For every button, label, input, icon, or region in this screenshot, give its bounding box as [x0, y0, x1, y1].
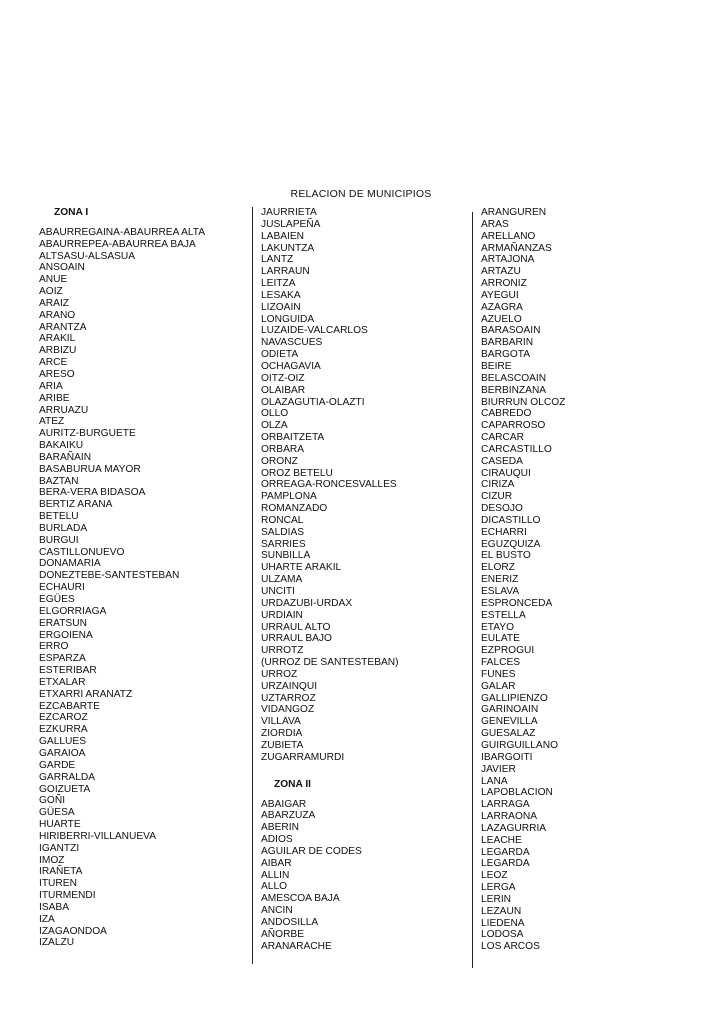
municipality-item: ABAURREGAINA-ABAURREA ALTA	[39, 226, 206, 238]
municipality-item: ARANGUREN	[481, 207, 547, 218]
municipality-item: GOIZUETA	[39, 783, 91, 795]
municipality-item: LARRAUN	[261, 266, 310, 278]
column-1	[39, 207, 205, 949]
municipality-item: ORBAITZETA	[261, 432, 325, 444]
municipality-item: GARRALDA	[39, 771, 96, 783]
municipality-item: AYEGUI	[481, 289, 519, 301]
municipality-item: FUNES	[481, 668, 516, 680]
municipality-item: ARTAZU	[481, 266, 521, 278]
municipality-item: EULATE	[481, 633, 520, 645]
municipality-item: UZTARROZ	[261, 692, 316, 704]
municipality-item: LANA	[481, 775, 508, 787]
municipality-item: DICASTILLO	[481, 514, 541, 526]
zone-2-heading: ZONA II	[274, 778, 311, 790]
municipality-item: IZA	[39, 913, 55, 925]
municipality-item: ARTAJONA	[481, 254, 535, 266]
municipality-item: DONEZTEBE-SANTESTEBAN	[39, 570, 180, 582]
municipality-item: ARANO	[39, 309, 76, 321]
municipality-item: IZALZU	[39, 937, 75, 949]
municipality-item: BARAÑAIN	[39, 451, 92, 463]
municipality-item: ALTSASU-ALSASUA	[39, 250, 136, 262]
municipality-item: IBARGOITI	[481, 751, 533, 763]
municipality-item: ARESO	[39, 368, 75, 380]
municipality-item: LERIN	[481, 893, 512, 905]
municipality-item: ECHARRI	[481, 526, 527, 538]
municipality-item: URRAUL ALTO	[261, 621, 331, 633]
municipality-item: OCHAGAVIA	[261, 360, 321, 372]
municipality-item: GARINOAIN	[481, 704, 539, 716]
municipality-item: ERATSUN	[39, 617, 87, 629]
municipality-item: ARRUAZU	[39, 404, 89, 416]
municipality-item: EZKURRA	[39, 724, 88, 736]
municipality-item: ENERIZ	[481, 574, 519, 586]
municipality-item: ARBIZU	[39, 345, 77, 357]
municipality-item: ARMAÑANZAS	[481, 242, 552, 254]
municipality-item: ARAIZ	[39, 297, 70, 309]
municipality-item: JUSLAPEÑA	[261, 218, 321, 230]
municipality-item: LODOSA	[481, 929, 524, 941]
municipality-item: (URROZ DE SANTESTEBAN)	[261, 657, 399, 669]
municipality-item: IZAGAONDOA	[39, 925, 107, 937]
municipality-item: BARGOTA	[481, 349, 531, 361]
municipality-item: BASABURUA MAYOR	[39, 463, 141, 475]
municipality-item: ROMANZADO	[261, 503, 328, 515]
municipality-item: BERBINZANA	[481, 384, 547, 396]
municipality-item: BURGUI	[39, 534, 79, 546]
municipality-item: JAURRIETA	[261, 207, 317, 218]
column-divider	[252, 207, 253, 964]
municipality-item: EGUZQUIZA	[481, 538, 541, 550]
municipality-item: VIDANGOZ	[261, 704, 315, 716]
municipality-item: AÑORBE	[261, 928, 305, 940]
column-3	[481, 207, 565, 953]
municipality-item: EZCABARTE	[39, 700, 100, 712]
municipality-item: LERGA	[481, 882, 516, 894]
municipality-item: ODIETA	[261, 349, 299, 361]
municipality-item: LANTZ	[261, 254, 294, 266]
municipality-item: LUZAIDE-VALCARLOS	[261, 325, 368, 337]
municipality-item: ESPRONCEDA	[481, 597, 553, 609]
municipality-item: UNCITI	[261, 586, 295, 597]
municipality-item: GALAR	[481, 680, 516, 692]
municipality-item: BERTIZ ARANA	[39, 499, 113, 511]
municipality-item: ESTERIBAR	[39, 665, 97, 677]
municipality-item: ABARZUZA	[261, 810, 316, 822]
municipality-item: ORREAGA-RONCESVALLES	[261, 479, 397, 491]
municipality-item: OITZ-OIZ	[261, 372, 305, 384]
municipality-item: LARRAGA	[481, 799, 530, 811]
municipality-item: LONGUIDA	[261, 313, 315, 325]
municipality-item: GALLUES	[39, 736, 86, 748]
municipality-item: BELASCOAIN	[481, 372, 547, 384]
municipality-item: OROZ BETELU	[261, 467, 333, 479]
municipality-item: CASEDA	[481, 455, 523, 467]
municipality-item: PAMPLONA	[261, 491, 317, 503]
municipality-item: ITURMENDI	[39, 890, 96, 902]
municipality-item: ALLIN	[261, 869, 290, 881]
municipality-item: URROZ	[261, 668, 298, 680]
municipality-item: CARCAR	[481, 432, 525, 444]
municipality-item: LABAIEN	[261, 230, 305, 242]
municipality-item: ORBARA	[261, 443, 305, 455]
municipality-item: LAKUNTZA	[261, 242, 315, 254]
municipality-item: ARIA	[39, 380, 63, 392]
municipality-item: GUESALAZ	[481, 728, 536, 740]
zone-2-list	[261, 799, 399, 953]
municipality-item: AGUILAR DE CODES	[261, 845, 362, 857]
municipality-item: ARAKIL	[39, 333, 76, 345]
municipality-item: ANUE	[39, 274, 68, 286]
municipality-item: CIZUR	[481, 491, 513, 503]
column-2	[261, 207, 399, 952]
municipality-item: ANSOAIN	[39, 262, 85, 274]
municipality-item: ESLAVA	[481, 586, 520, 597]
municipality-item: EZCAROZ	[39, 712, 88, 724]
municipality-item: BETELU	[39, 511, 79, 523]
municipality-item: DESOJO	[481, 503, 523, 515]
municipality-item: ULZAMA	[261, 574, 303, 586]
municipality-item: ARIBE	[39, 392, 70, 404]
municipality-item: ARRONIZ	[481, 278, 527, 290]
municipality-item: LEGARDA	[481, 846, 530, 858]
municipality-item: HUARTE	[39, 819, 81, 831]
zone-2-list-continued	[481, 207, 565, 953]
municipality-item: CASTILLONUEVO	[39, 546, 125, 558]
municipality-item: JAVIER	[481, 763, 516, 775]
municipality-item: ABERIN	[261, 822, 299, 834]
municipality-item: URROTZ	[261, 645, 304, 657]
municipality-item: ISABA	[39, 901, 70, 913]
municipality-item: ETAYO	[481, 621, 515, 633]
municipality-item: BARASOAIN	[481, 325, 541, 337]
municipality-item: GOÑI	[39, 795, 66, 807]
municipality-item: LIEDENA	[481, 917, 525, 929]
municipality-item: ETXARRI ARANATZ	[39, 688, 133, 700]
municipality-item: ELGORRIAGA	[39, 605, 107, 617]
municipality-item: DONAMARIA	[39, 558, 101, 570]
municipality-item: IRAÑETA	[39, 866, 83, 878]
municipality-item: SARRIES	[261, 538, 306, 550]
municipality-item: EL BUSTO	[481, 550, 531, 562]
municipality-item: AIBAR	[261, 857, 292, 869]
municipality-item: LEZAUN	[481, 905, 522, 917]
municipality-item: BAZTAN	[39, 475, 79, 487]
municipality-item: VILLAVA	[261, 716, 301, 728]
municipality-item: GENEVILLA	[481, 716, 538, 728]
municipality-item: ESTELLA	[481, 609, 526, 621]
municipality-item: GUIRGUILLANO	[481, 739, 558, 751]
municipality-item: HIRIBERRI-VILLANUEVA	[39, 830, 156, 842]
municipality-item: ANDOSILLA	[261, 916, 319, 928]
municipality-item: ARCE	[39, 357, 68, 369]
municipality-item: URDAZUBI-URDAX	[261, 597, 353, 609]
municipality-item: BAKAIKU	[39, 440, 84, 452]
municipality-item: ALLO	[261, 881, 288, 893]
municipality-item: CIRIZA	[481, 479, 515, 491]
municipality-item: NAVASCUES	[261, 337, 323, 349]
municipality-item: ARANTZA	[39, 321, 87, 333]
municipality-item: GARDE	[39, 759, 76, 771]
municipality-item: BARBARIN	[481, 337, 534, 349]
municipality-item: ARAS	[481, 218, 509, 230]
municipality-item: CABREDO	[481, 408, 532, 420]
municipality-item: LESAKA	[261, 289, 301, 301]
municipality-item: ELORZ	[481, 562, 515, 574]
municipality-item: FALCES	[481, 657, 521, 669]
municipality-item: CARCASTILLO	[481, 443, 552, 455]
municipality-item: ECHAURI	[39, 582, 85, 594]
municipality-item: ATEZ	[39, 416, 65, 428]
municipality-item: IGANTZI	[39, 842, 80, 854]
zone-1-list-continued	[261, 207, 399, 764]
municipality-item: ANCIN	[261, 905, 293, 917]
municipality-item: EZPROGUI	[481, 645, 535, 657]
municipality-item: RONCAL	[261, 514, 304, 526]
municipality-item: LEACHE	[481, 834, 522, 846]
municipality-item: LAPOBLACION	[481, 787, 553, 799]
municipality-item: BEIRE	[481, 360, 512, 372]
municipality-item: ARANARACHE	[261, 940, 332, 952]
zone-1-list	[39, 227, 205, 949]
municipality-item: AZAGRA	[481, 301, 523, 313]
municipality-item: LAZAGURRIA	[481, 822, 547, 834]
municipality-item: GÜESA	[39, 807, 75, 819]
municipality-item: AOIZ	[39, 286, 63, 298]
municipality-item: BIURRUN OLCOZ	[481, 396, 566, 408]
municipality-item: LOS ARCOS	[481, 941, 540, 953]
municipality-item: ERGOIENA	[39, 629, 93, 641]
municipality-item: UHARTE ARAKIL	[261, 562, 342, 574]
municipality-item: ARELLANO	[481, 230, 536, 242]
municipality-item: LEOZ	[481, 870, 508, 882]
municipality-item: LEGARDA	[481, 858, 530, 870]
municipality-item: ORONZ	[261, 455, 298, 467]
municipality-item: ESPARZA	[39, 653, 86, 665]
municipality-item: URDIAIN	[261, 609, 303, 621]
municipality-item: LARRAONA	[481, 811, 538, 823]
municipality-item: IMOZ	[39, 854, 65, 866]
column-divider	[472, 212, 473, 968]
municipality-item: ZUBIETA	[261, 739, 304, 751]
municipality-item: BERA-VERA BIDASOA	[39, 487, 146, 499]
municipality-item: ETXALAR	[39, 676, 86, 688]
municipality-item: SUNBILLA	[261, 550, 311, 562]
municipality-item: BURLADA	[39, 522, 88, 534]
page-title: RELACION DE MUNICIPIOS	[290, 188, 432, 200]
municipality-item: EGÜES	[39, 594, 75, 605]
municipality-item: AURITZ-BURGUETE	[39, 428, 136, 440]
municipality-item: ADIOS	[261, 834, 293, 846]
zone-1-heading: ZONA I	[54, 207, 89, 218]
municipality-item: SALDIAS	[261, 526, 305, 538]
municipality-item: CAPARROSO	[481, 420, 546, 432]
municipality-item: ITUREN	[39, 878, 77, 890]
municipality-item: URRAUL BAJO	[261, 633, 332, 645]
municipality-item: GARAIOA	[39, 747, 86, 759]
municipality-item: ZIORDIA	[261, 728, 303, 740]
municipality-item: AMESCOA BAJA	[261, 893, 340, 905]
municipality-item: AZUELO	[481, 313, 522, 325]
municipality-item: ERRO	[39, 641, 69, 653]
municipality-item: LEITZA	[261, 278, 296, 290]
municipality-item: ABAIGAR	[261, 798, 307, 810]
municipality-item: OLLO	[261, 408, 289, 420]
municipality-item: LIZOAIN	[261, 301, 301, 313]
municipality-item: OLZA	[261, 420, 288, 432]
municipality-item: CIRAUQUI	[481, 467, 531, 479]
municipality-item: OLAZAGUTIA-OLAZTI	[261, 396, 365, 408]
municipality-item: URZAINQUI	[261, 680, 318, 692]
municipality-item: ZUGARRAMURDI	[261, 751, 345, 763]
municipality-item: ABAURREPEA-ABAURREA BAJA	[39, 238, 196, 250]
municipality-item: GALLIPIENZO	[481, 692, 548, 704]
municipality-item: OLAIBAR	[261, 384, 306, 396]
